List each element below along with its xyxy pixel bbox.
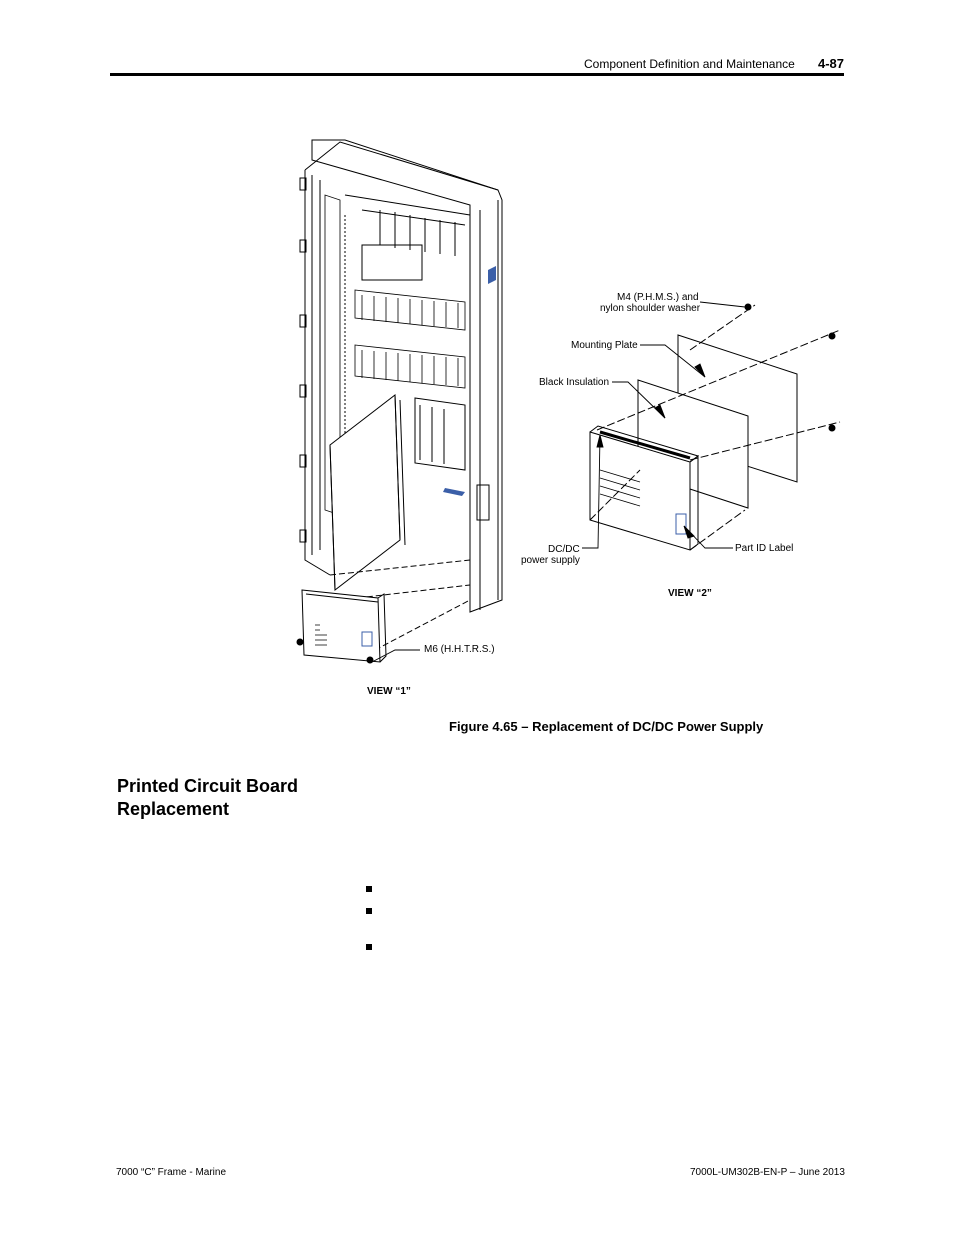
section-title-line1: Printed Circuit Board [117,776,299,796]
callout-m4-line1: M4 (P.H.M.S.) and [617,292,699,303]
callout-black-insulation: Black Insulation [539,377,610,388]
callout-m4-line2: nylon shoulder washer [600,303,701,314]
running-header-title: Component Definition and Maintenance [584,57,795,71]
bullet-marker [366,908,372,914]
callout-dcdc-line2: power supply [521,555,580,566]
footer-right: 7000L-UM302B-EN-P – June 2013 [690,1167,845,1178]
view1-board [302,590,386,662]
page-number: 4-87 [818,56,845,71]
callout-dcdc-line1: DC/DC [548,544,580,555]
callout-m6: M6 (H.H.T.R.S.) [424,644,495,655]
section-title-line2: Replacement [117,799,230,819]
view1-label: VIEW “1” [367,686,411,697]
callout-part-id-label: Part ID Label [735,543,794,554]
callout-mounting-plate: Mounting Plate [571,340,638,351]
figure-caption: Figure 4.65 – Replacement of DC/DC Power Supply [449,719,764,734]
bullet-marker [366,886,372,892]
bullet-marker [366,944,372,950]
footer-left: 7000 “C” Frame - Marine [116,1167,227,1178]
cabinet-drawing [300,140,502,650]
view2-label: VIEW “2” [668,588,712,599]
